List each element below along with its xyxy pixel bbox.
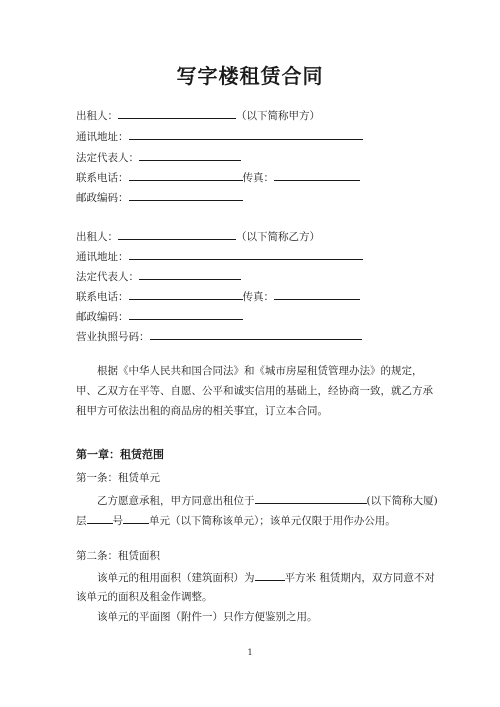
lessor-label: 出租人： — [76, 110, 118, 122]
article-1-line-1 — [97, 493, 438, 508]
phone-blank[interactable] — [129, 170, 243, 181]
article-1-text-a: 乙方愿意承租，甲方同意出租位于 — [97, 495, 255, 507]
lessor-blank[interactable] — [118, 108, 236, 119]
phone-label: 联系电话： — [76, 172, 129, 184]
article-1-text-b: (以下简称大厦) — [366, 495, 438, 507]
party-a-rep-line — [76, 150, 241, 165]
license-label: 营业执照号码： — [76, 331, 150, 343]
party-a-zip-line — [76, 190, 243, 205]
address-blank[interactable] — [129, 249, 363, 260]
article-1-title: 第一条：租赁单元 — [76, 472, 160, 484]
fax-blank[interactable] — [274, 170, 360, 181]
floor-label: 层 — [76, 515, 87, 527]
lessee-suffix: （以下简称乙方） — [236, 231, 320, 243]
party-b-phone-line — [76, 289, 360, 304]
chapter-heading: 第一章：租赁范围 — [76, 448, 164, 461]
article-1-line-2 — [76, 513, 396, 528]
article-2-text-b: 平方米 租赁期内，双方同意不对 — [284, 572, 435, 584]
article-2-line-2: 该单元的面积及租金作调整。 — [76, 591, 213, 603]
area-blank[interactable] — [255, 570, 285, 581]
party-a-address-line — [76, 129, 363, 144]
party-b-lessee-line — [76, 229, 320, 244]
address-blank[interactable] — [129, 129, 363, 140]
location-blank[interactable] — [255, 493, 367, 504]
preamble-paragraph: 根据《中华人民共和国合同法》和《城市房屋租赁管理办法》的规定，甲、乙双方在平等、自愿、公平和诚实信用的基础上，经协商一致，就乙方承租甲方可依法出租的商品房的相关事宜，订立本合同。 — [76, 365, 433, 417]
party-a-phone-line — [76, 170, 360, 185]
address-label: 通讯地址： — [76, 251, 129, 263]
zip-blank[interactable] — [129, 190, 243, 201]
document-title: 写字楼租赁合同 — [176, 64, 324, 88]
article-2-title: 第二条：租赁面积 — [76, 550, 160, 562]
page-number: 1 — [247, 648, 253, 657]
number-label: 号 — [112, 515, 123, 527]
rep-label: 法定代表人： — [76, 152, 139, 164]
rep-blank[interactable] — [139, 150, 241, 161]
phone-label: 联系电话： — [76, 291, 129, 303]
party-b-zip-line — [76, 309, 243, 324]
floor-blank[interactable] — [87, 513, 113, 524]
phone-blank[interactable] — [129, 289, 243, 300]
lessor-suffix: （以下简称甲方） — [236, 110, 320, 122]
address-label: 通讯地址： — [76, 131, 129, 143]
zip-blank[interactable] — [129, 309, 243, 320]
number-blank[interactable] — [123, 513, 149, 524]
rep-label: 法定代表人： — [76, 271, 139, 283]
zip-label: 邮政编码： — [76, 311, 129, 323]
article-2-line-1 — [97, 570, 435, 585]
article-2-line-3: 该单元的平面图（附件一）只作方便鉴别之用。 — [97, 611, 318, 623]
fax-label: 传真： — [242, 172, 274, 184]
fax-label: 传真： — [242, 291, 274, 303]
fax-blank[interactable] — [274, 289, 360, 300]
party-b-license-line — [76, 329, 362, 344]
lessee-blank[interactable] — [118, 229, 236, 240]
rep-blank[interactable] — [139, 269, 241, 280]
unit-label: 单元（以下简称该单元）；该单元仅限于用作办公用。 — [149, 515, 396, 527]
lessee-label: 出租人： — [76, 231, 118, 243]
zip-label: 邮政编码： — [76, 192, 129, 204]
party-a-lessor-line — [76, 108, 320, 123]
license-blank[interactable] — [150, 329, 362, 340]
party-b-rep-line — [76, 269, 241, 284]
article-2-text-a: 该单元的租用面积（建筑面积）为 — [97, 572, 255, 584]
party-b-address-line — [76, 249, 363, 264]
